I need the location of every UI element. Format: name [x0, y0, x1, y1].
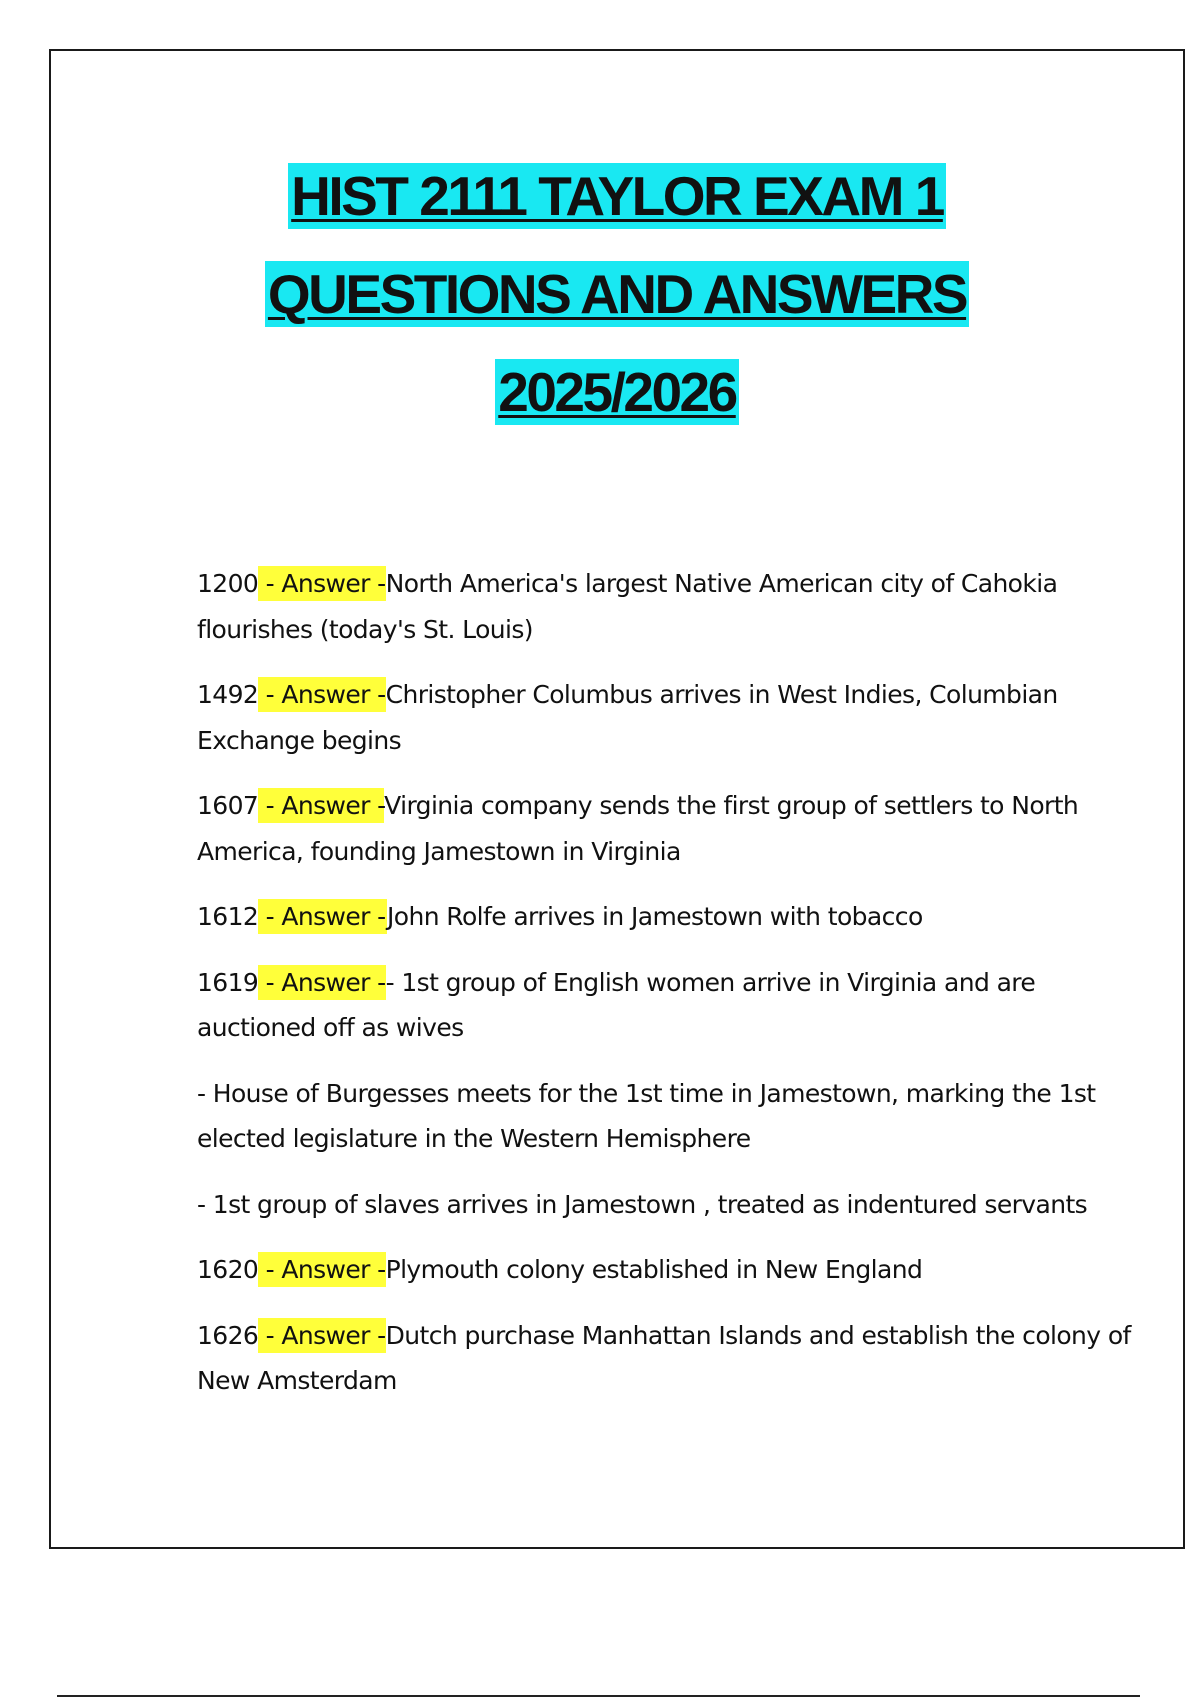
- qa-entry-continuation: [197, 1182, 1157, 1228]
- qa-entry: [197, 1313, 1157, 1404]
- entry-year: 1492: [197, 680, 259, 709]
- title-text: HIST 2111 TAYLOR EXAM 1: [288, 163, 946, 229]
- document-title: [51, 147, 1183, 441]
- qa-entry: [197, 960, 1157, 1051]
- entry-answer: Plymouth colony established in New England: [385, 1255, 923, 1284]
- title-text: QUESTIONS AND ANSWERS: [265, 261, 969, 327]
- entry-answer: Christopher Columbus arrives in West Indies, Columbian Exchange begins: [197, 680, 1058, 755]
- entry-year: 1626: [197, 1320, 259, 1350]
- entry-year: 1200: [197, 569, 259, 598]
- entry-answer: - House of Burgesses meets for the 1st time in Jamestown, marking the 1st elected legislature in the Western Hemisphere: [197, 1078, 1096, 1153]
- qa-entry: [197, 672, 1157, 763]
- entry-answer: - 1st group of English women arrive in Virginia and are auctioned off as wives: [197, 967, 1036, 1042]
- answer-tag: - Answer -: [258, 1252, 385, 1287]
- entry-answer: - 1st group of slaves arrives in Jamestown , treated as indentured servants: [197, 1189, 1088, 1219]
- answer-tag: - Answer -: [258, 677, 385, 712]
- entry-answer: John Rolfe arrives in Jamestown with tobacco: [387, 902, 923, 931]
- entry-year: 1607: [197, 791, 259, 820]
- entry-answer: Virginia company sends the first group of settlers to North America, founding Jamestown in Virginia: [197, 791, 1079, 866]
- entry-year: 1620: [197, 1255, 259, 1284]
- answer-tag: - Answer -: [258, 965, 385, 1000]
- answer-tag: - Answer -: [258, 788, 384, 823]
- bottom-rule: [57, 1695, 1140, 1697]
- answer-tag: - Answer -: [258, 899, 387, 934]
- entry-year: 1619: [197, 967, 259, 997]
- title-line: [51, 147, 1183, 245]
- answer-tag: - Answer -: [258, 566, 385, 601]
- qa-entry: [197, 1247, 1157, 1293]
- entry-year: 1612: [197, 902, 259, 931]
- answer-tag: - Answer -: [258, 1318, 385, 1353]
- qa-list: [197, 561, 1157, 1424]
- title-text: 2025/2026: [495, 359, 739, 425]
- qa-entry-continuation: [197, 1071, 1157, 1162]
- qa-entry: [197, 894, 1157, 940]
- title-line: [51, 245, 1183, 343]
- entry-answer: North America's largest Native American city of Cahokia flourishes (today's St. Louis): [197, 569, 1058, 644]
- title-line: [51, 343, 1183, 441]
- page-frame: [49, 49, 1185, 1549]
- qa-entry: [197, 783, 1157, 874]
- qa-entry: [197, 561, 1157, 652]
- entry-answer: Dutch purchase Manhattan Islands and establish the colony of New Amsterdam: [197, 1320, 1131, 1395]
